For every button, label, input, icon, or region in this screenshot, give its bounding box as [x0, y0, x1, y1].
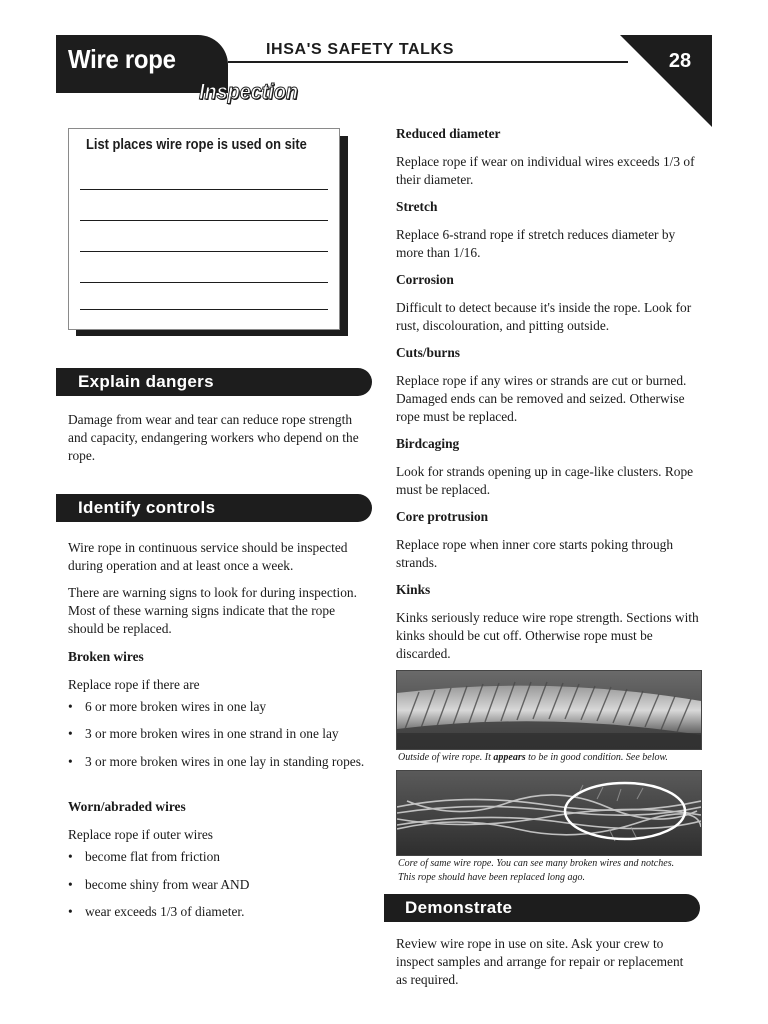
photo1-caption: Outside of wire rope. It appears to be in good condition. See below. — [398, 752, 668, 763]
corrosion-text: Difficult to detect because it's inside the rope. Look for rust, discolouration, and pitting outside. — [396, 300, 692, 333]
stretch-text: Replace 6-strand rope if stretch reduces diameter by more than 1/16. — [396, 227, 676, 260]
page-subtitle: Inspection — [199, 79, 299, 104]
core-protrusion-heading: Core protrusion — [396, 509, 489, 524]
identify-controls-para1: Wire rope in continuous service should be inspected during operation and at least once a week. — [68, 540, 348, 573]
reduced-diameter-heading: Reduced diameter — [396, 126, 501, 141]
bullet-icon: • — [68, 904, 73, 919]
core-protrusion-text: Replace rope when inner core starts poking through strands. — [396, 537, 674, 570]
reduced-diameter-text: Replace rope if wear on individual wires exceeds 1/3 of their diameter. — [396, 154, 695, 187]
photo2-caption: Core of same wire rope. You can see many broken wires and notches. This rope should have been replaced long ago. — [398, 858, 675, 883]
fill-in-box — [68, 128, 340, 330]
broken-wires-heading: Broken wires — [68, 649, 144, 664]
kinks-heading: Kinks — [396, 582, 431, 597]
header-rule — [228, 61, 628, 63]
list-item: • wear exceeds 1/3 of diameter. — [68, 904, 245, 919]
identify-controls-para2: There are warning signs to look for during inspection. Most of these warning signs indicate that the rope should be replaced. — [68, 585, 357, 636]
worn-wires-intro: Replace rope if outer wires — [68, 827, 214, 842]
list-item: • 6 or more broken wires in one lay — [68, 699, 267, 714]
birdcaging-heading: Birdcaging — [396, 436, 460, 451]
explain-dangers-heading: Explain dangers — [78, 372, 214, 391]
kinks-text: Kinks seriously reduce wire rope strength. Sections with kinks should be cut off. Otherwise rope must be discarded. — [396, 610, 699, 661]
write-line[interactable] — [80, 220, 328, 221]
birdcaging-text: Look for strands opening up in cage-like clusters. Rope must be replaced. — [396, 464, 694, 497]
write-line[interactable] — [80, 251, 328, 252]
list-item: • become flat from friction — [68, 849, 220, 864]
corner-triangle — [620, 35, 712, 127]
bullet-icon: • — [68, 726, 73, 741]
bullet-icon: • — [68, 877, 73, 892]
page-number: 28 — [668, 50, 692, 72]
write-line[interactable] — [80, 189, 328, 190]
bullet-icon: • — [68, 754, 73, 769]
list-item: • 3 or more broken wires in one strand in one lay — [68, 726, 339, 741]
list-item: • become shiny from wear AND — [68, 877, 250, 892]
list-item: • 3 or more broken wires in one lay in standing ropes. — [68, 754, 365, 769]
stretch-heading: Stretch — [396, 199, 438, 214]
explain-dangers-text: Damage from wear and tear can reduce rope strength and capacity, endangering workers who depend on the rope. — [68, 412, 359, 463]
page-title: Wire rope — [68, 44, 176, 74]
identify-controls-heading: Identify controls — [78, 498, 216, 517]
broken-wires-intro: Replace rope if there are — [68, 677, 200, 692]
fill-in-box-title: List places wire rope is used on site — [86, 136, 307, 153]
wire-rope-outside-photo — [396, 670, 702, 750]
demonstrate-heading: Demonstrate — [405, 898, 513, 917]
worn-wires-heading: Worn/abraded wires — [68, 799, 186, 814]
write-line[interactable] — [80, 282, 328, 283]
cuts-burns-heading: Cuts/burns — [396, 345, 461, 360]
demonstrate-text: Review wire rope in use on site. Ask your crew to inspect samples and arrange for repair or replacement as required. — [396, 936, 684, 987]
bullet-icon: • — [68, 849, 73, 864]
wire-rope-core-photo — [396, 770, 702, 856]
cuts-burns-text: Replace rope if any wires or strands are cut or burned. Damaged ends can be removed and seized. Otherwise rope must be replaced. — [396, 373, 687, 424]
write-line[interactable] — [80, 309, 328, 310]
series-title: IHSA'S SAFETY TALKS — [266, 41, 454, 58]
corrosion-heading: Corrosion — [396, 272, 454, 287]
bullet-icon: • — [68, 699, 73, 714]
